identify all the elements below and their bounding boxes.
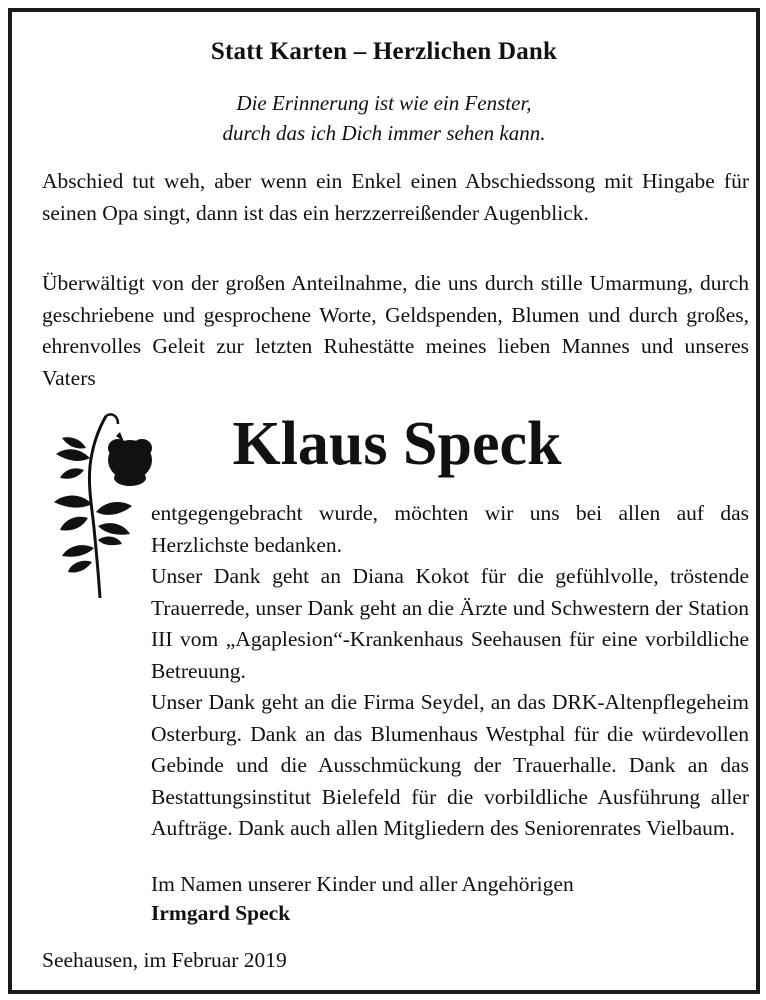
intro-paragraph-1: Abschied tut weh, aber wenn ein Enkel einen Abschiedssong mit Hingabe für seinen Opa singt, dann ist das ein herzzerreißender Augenblick. <box>42 169 749 225</box>
closing-block <box>151 870 574 928</box>
thanks-text <box>151 498 749 845</box>
thanks-paragraph-2: Unser Dank geht an Diana Kokot für die gefühlvolle, tröstende Trauerrede, unser Dank geht an die Ärzte und Schwestern der Station III vom „Agaplesion“-Krankenhaus Seehausen für eine vorbildliche Betreuung. <box>151 564 749 683</box>
thanks-paragraph-1: entgegengebracht wurde, möchten wir uns bei allen auf das Herzlichste bedanken. <box>151 501 749 557</box>
thanks-paragraph-3: Unser Dank geht an die Firma Seydel, an das DRK-Altenpflegeheim Osterburg. Dank an das Blumenhaus Westphal für die würdevollen Gebinde und die Ausschmückung der Trauerhalle. Dank an das Bestattungsinstitut Bielefeld für die vorbildliche Ausführung aller Aufträge. Dank auch allen Mitgliedern des Seniorenrates Vielbaum. <box>151 690 749 840</box>
notice-title: Statt Karten – Herzlichen Dank <box>210 38 558 65</box>
place-date: Seehausen, im Februar 2019 <box>42 948 287 972</box>
motto-line-1: Die Erinnerung ist wie ein Fenster, <box>236 91 532 115</box>
deceased-name: Klaus Speck <box>232 410 562 478</box>
closing-line: Im Namen unserer Kinder und aller Angehörigen <box>151 872 574 896</box>
rose-icon <box>34 408 156 608</box>
signer-name: Irmgard Speck <box>151 901 291 925</box>
motto-line-2: durch das ich Dich immer sehen kann. <box>222 121 546 145</box>
intro-paragraph-2: Überwältigt von der großen Anteilnahme, die uns durch stille Umarmung, durch geschriebene und gesprochene Worte, Geldspenden, Blumen und durch großes, ehrenvolles Geleit zur letzten Ruhestätte meines lieben Mannes und unseres Vaters <box>42 271 749 390</box>
notice-frame <box>8 8 760 994</box>
motto-quote <box>12 88 756 148</box>
